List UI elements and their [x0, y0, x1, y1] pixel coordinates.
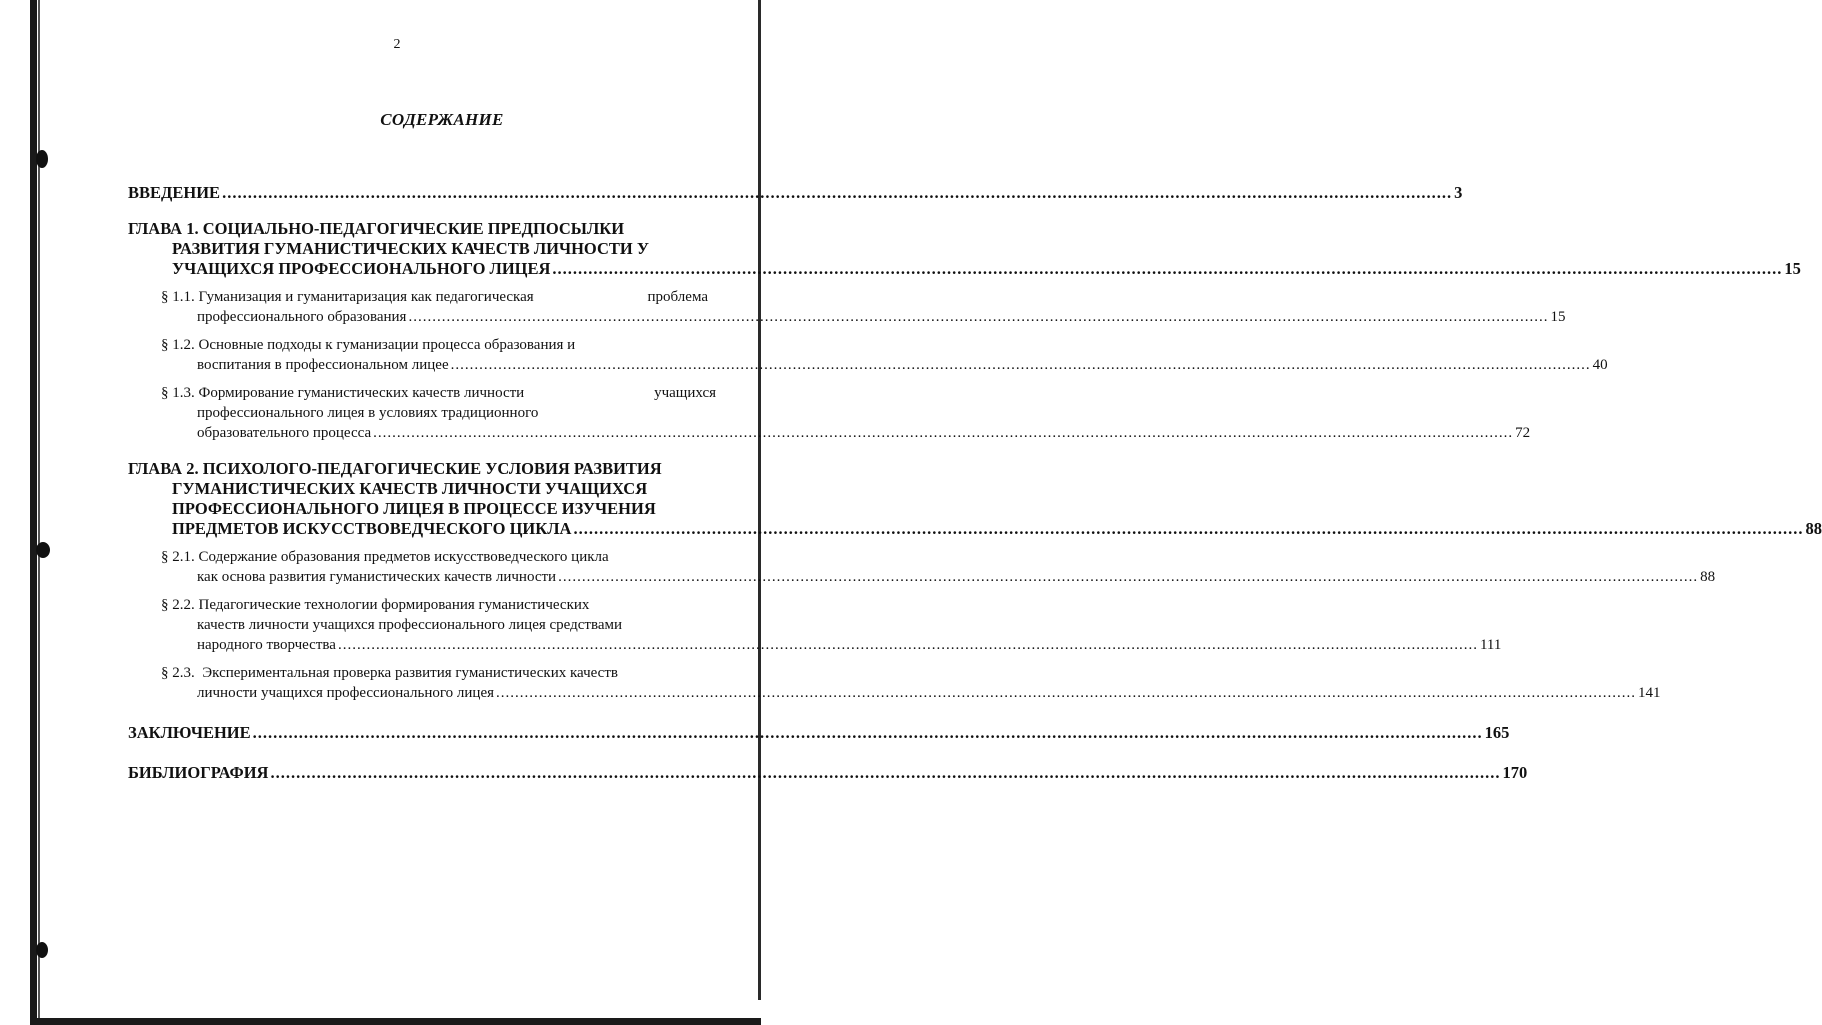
toc-entry-section-2-2[interactable]	[128, 595, 1502, 655]
toc-entry-section-2-1[interactable]	[128, 547, 1716, 587]
entry-page: 111	[1479, 637, 1502, 653]
section-title-line: профессионального образования	[197, 309, 407, 325]
section-title-line: § 1.3. Формирование гуманистических качеств личности	[161, 385, 525, 401]
entry-page: 15	[1550, 309, 1566, 325]
toc-entry-conclusion[interactable]	[128, 723, 1510, 743]
dot-leader	[558, 567, 1698, 587]
dot-leader	[496, 683, 1636, 703]
section-title-line: качеств личности учащихся профессионального лицея средствами	[197, 617, 623, 633]
scan-edge-bottom	[30, 1018, 761, 1025]
toc-title: СОДЕРЖАНИЕ	[380, 110, 504, 129]
toc-entry-section-1-3[interactable]	[128, 383, 1531, 443]
section-title-line: § 2.2. Педагогические технологии формирования гуманистических	[161, 597, 590, 613]
toc-entry-bibliography[interactable]	[128, 763, 1528, 783]
scan-blot	[36, 542, 50, 558]
toc-entry-chapter-2[interactable]	[128, 459, 1822, 539]
entry-page: 141	[1638, 685, 1661, 701]
entry-page: 165	[1484, 723, 1510, 742]
chapter-title-line: ПРОФЕССИОНАЛЬНОГО ЛИЦЕЯ В ПРОЦЕССЕ ИЗУЧЕНИЯ	[172, 499, 656, 518]
section-title-line: § 1.2. Основные подходы к гуманизации процесса образования и	[161, 337, 576, 353]
scan-edge-right	[758, 0, 761, 1000]
scan-blot	[36, 150, 48, 168]
entry-label: ВВЕДЕНИЕ	[128, 183, 221, 202]
entry-label: ЗАКЛЮЧЕНИЕ	[128, 723, 251, 742]
toc-entry-section-2-3[interactable]	[128, 663, 1661, 703]
chapter-title-line: РАЗВИТИЯ ГУМАНИСТИЧЕСКИХ КАЧЕСТВ ЛИЧНОСТИ У	[172, 239, 649, 258]
section-title-line: § 2.3. Экспериментальная проверка развития гуманистических качеств	[161, 665, 618, 681]
entry-page: 40	[1592, 357, 1608, 373]
section-title-line: как основа развития гуманистических качеств личности	[197, 569, 557, 585]
entry-page: 15	[1784, 259, 1801, 278]
section-title-line: народного творчества	[197, 637, 336, 653]
chapter-title-line: УЧАЩИХСЯ ПРОФЕССИОНАЛЬНОГО ЛИЦЕЯ	[172, 259, 551, 278]
section-title-line: § 1.1. Гуманизация и гуманитаризация как педагогическая	[161, 289, 534, 305]
section-title-line: образовательного процесса	[197, 425, 372, 441]
chapter-title-line: ПРЕДМЕТОВ ИСКУССТВОВЕДЧЕСКОГО ЦИКЛА	[172, 519, 572, 538]
entry-page: 88	[1805, 519, 1822, 538]
chapter-title-line: ГУМАНИСТИЧЕСКИХ КАЧЕСТВ ЛИЧНОСТИ УЧАЩИХСЯ	[172, 479, 648, 498]
toc-entry-chapter-1[interactable]	[128, 219, 1801, 279]
dot-leader	[270, 763, 1500, 783]
toc-entry-section-1-2[interactable]	[128, 335, 1608, 375]
entry-page: 88	[1700, 569, 1716, 585]
section-title-line: личности учащихся профессионального лицея	[197, 685, 495, 701]
section-title-line: воспитания в профессиональном лицее	[197, 357, 449, 373]
section-title-line: учащихся	[654, 385, 716, 401]
section-title-line: проблема	[647, 289, 708, 305]
entry-page: 170	[1502, 763, 1528, 782]
dot-leader	[573, 519, 1803, 539]
toc-entry-introduction[interactable]	[128, 183, 1463, 203]
section-title-line: § 2.1. Содержание образования предметов искусствоведческого цикла	[161, 549, 609, 565]
chapter-title-line: ГЛАВА 1. СОЦИАЛЬНО-ПЕДАГОГИЧЕСКИЕ ПРЕДПОСЫЛКИ	[128, 219, 625, 238]
dot-leader	[222, 183, 1452, 203]
scan-blot	[36, 942, 48, 958]
dot-leader	[373, 423, 1513, 443]
entry-label: БИБЛИОГРАФИЯ	[128, 763, 269, 782]
chapter-title-line: ГЛАВА 2. ПСИХОЛОГО-ПЕДАГОГИЧЕСКИЕ УСЛОВИЯ РАЗВИТИЯ	[128, 459, 662, 478]
toc-entry-section-1-1[interactable]	[128, 287, 1566, 327]
dot-leader	[338, 635, 1478, 655]
dot-leader	[408, 307, 1548, 327]
section-title-line: профессионального лицея в условиях традиционного	[197, 405, 539, 421]
table-of-contents	[128, 183, 1822, 783]
entry-page: 3	[1454, 183, 1463, 202]
entry-page: 72	[1515, 425, 1531, 441]
dot-leader	[451, 355, 1591, 375]
dot-leader	[253, 723, 1483, 743]
dot-leader	[552, 259, 1782, 279]
page-number: 2	[393, 37, 401, 52]
